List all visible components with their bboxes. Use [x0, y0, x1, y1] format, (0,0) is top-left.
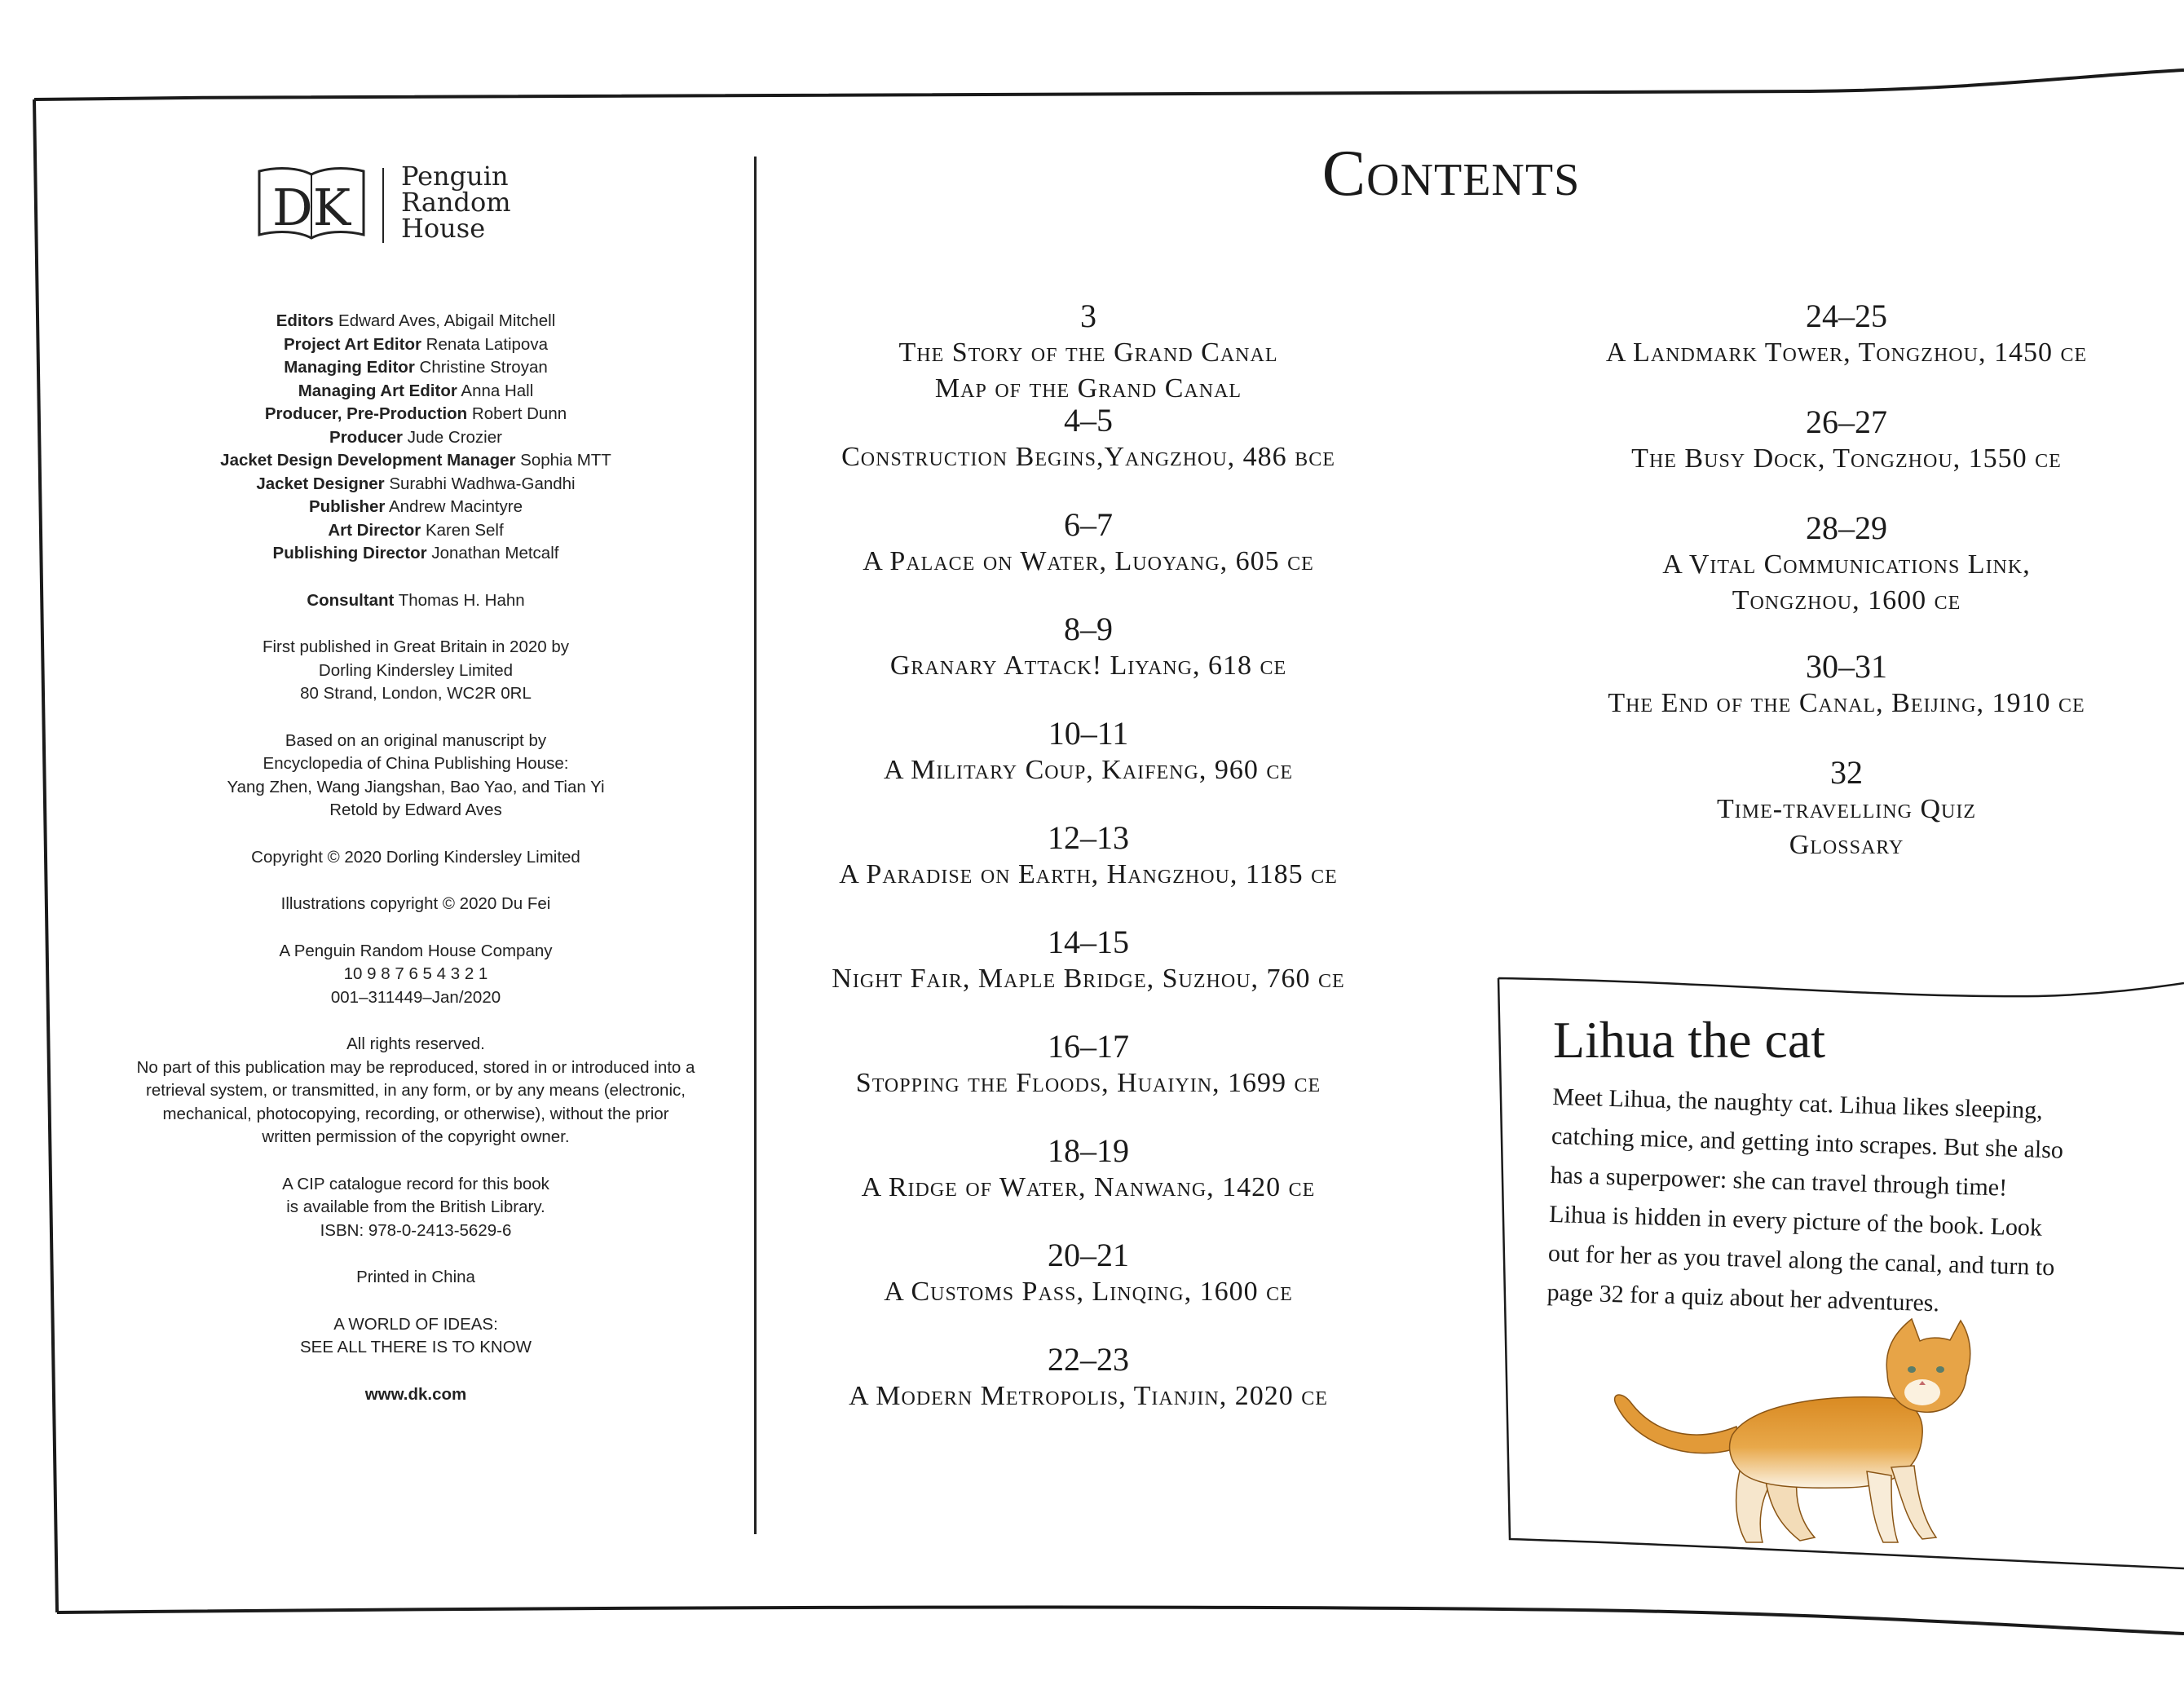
toc-title: A Ridge of Water, Nanwang, 1420 ce [861, 1172, 1316, 1202]
toc-title: Construction Begins,Yangzhou, 486 bce [841, 442, 1335, 472]
toc-pages: 20–21 [1048, 1237, 1129, 1273]
toc-entry[interactable] [762, 402, 1414, 506]
toc-pages: 3 [1080, 298, 1096, 334]
copyright-line: Copyright © 2020 Dorling Kindersley Limited [251, 847, 580, 867]
toc-pages: 6–7 [1064, 506, 1113, 543]
toc-title: A Landmark Tower, Tongzhou, 1450 ce [1605, 337, 2088, 368]
lihua-line: page 32 for a quiz about her adventures. [1546, 1278, 1940, 1317]
toc-title: A Paradise on Earth, Hangzhou, 1185 ce [839, 859, 1338, 889]
toc-entry[interactable] [762, 298, 1414, 402]
lihua-line: catching mice, and getting into scrapes. But she also [1551, 1122, 2064, 1164]
toc-pages: 16–17 [1048, 1028, 1129, 1065]
toc-title: Glossary [1789, 830, 1904, 860]
credit-line: Art Director Karen Self [328, 520, 504, 540]
publisher-line: Penguin [401, 161, 509, 192]
toc-pages: 10–11 [1048, 715, 1129, 752]
toc-pages: 4–5 [1064, 402, 1113, 439]
consultant-line: Consultant Thomas H. Hahn [307, 590, 525, 610]
publisher-logo [254, 163, 532, 253]
toc-entry[interactable] [1508, 298, 2184, 404]
svg-text:DK: DK [271, 178, 351, 237]
credit-line: Producer Jude Crozier [329, 427, 502, 447]
toc-title: A Modern Metropolis, Tianjin, 2020 ce [849, 1381, 1328, 1411]
toc-entry[interactable] [762, 1237, 1414, 1341]
contents-heading: Contents [1321, 138, 1581, 210]
toc-title: Stopping the Floods, Huaiyin, 1699 ce [855, 1068, 1321, 1098]
toc-column-left [762, 298, 1414, 1445]
toc-entry[interactable] [762, 715, 1414, 819]
lihua-description [1546, 1078, 2156, 1330]
publisher-line: House [401, 213, 486, 244]
logo-separator [382, 168, 384, 243]
toc-entry[interactable] [762, 924, 1414, 1028]
toc-title: A Military Coup, Kaifeng, 960 ce [883, 755, 1294, 785]
based-on: Based on an original manuscript by Encyclopedia of China Publishing House: Yang Zhen, Wang Jiangshan, Bao Yao, and Tian Yi Retold by Edward Aves [227, 730, 605, 819]
credit-line: Producer, Pre-Production Robert Dunn [264, 404, 567, 423]
credit-line: Jacket Designer Surabhi Wadhwa-Gandhi [256, 474, 576, 493]
toc-entry[interactable] [762, 819, 1414, 924]
lihua-line: Meet Lihua, the naughty cat. Lihua likes sleeping, [1551, 1083, 2044, 1124]
toc-entry[interactable] [762, 611, 1414, 715]
company-info: A Penguin Random House Company 10 9 8 7 6 5 4 3 2 1 001–311449–Jan/2020 [279, 941, 553, 1007]
dk-book-icon [254, 163, 368, 243]
cat-illustration [1598, 1312, 2005, 1557]
cip-notice: A CIP catalogue record for this book is available from the British Library. ISBN: 978-0-2413-5629-6 [282, 1174, 549, 1240]
toc-entry[interactable] [762, 506, 1414, 611]
toc-entry[interactable] [1508, 404, 2184, 509]
toc-title: The Story of the Grand Canal [898, 337, 1278, 368]
credit-line: Publishing Director Jonathan Metcalf [272, 544, 559, 562]
first-published: First published in Great Britain in 2020 by Dorling Kindersley Limited 80 Strand, London, WC2R 0RL [262, 637, 570, 703]
toc-pages: 26–27 [1806, 404, 1887, 440]
lihua-line: out for her as you travel along the canal, and turn to [1547, 1239, 2055, 1281]
website-link[interactable]: www.dk.com [364, 1384, 467, 1404]
toc-pages: 22–23 [1048, 1341, 1129, 1378]
toc-entry[interactable] [762, 1028, 1414, 1132]
toc-pages: 24–25 [1806, 298, 1887, 334]
credit-line: Editors Edward Aves, Abigail Mitchell [276, 311, 556, 330]
publisher-line: Random [401, 187, 511, 218]
credit-line: Managing Editor Christine Stroyan [284, 358, 548, 377]
toc-title: A Palace on Water, Luoyang, 605 ce [863, 546, 1314, 576]
toc-pages: 18–19 [1048, 1132, 1129, 1169]
credit-line: Managing Art Editor Anna Hall [298, 381, 534, 400]
toc-entry[interactable] [1508, 509, 2184, 648]
illustrations-copyright: Illustrations copyright © 2020 Du Fei [280, 894, 551, 913]
imprint-column [90, 310, 742, 1406]
toc-title: A Customs Pass, Linqing, 1600 ce [884, 1277, 1293, 1307]
credit-line: Project Art Editor Renata Latipova [284, 334, 548, 354]
toc-entry[interactable] [762, 1132, 1414, 1237]
credit-line: Jacket Design Development Manager Sophia MTT [220, 451, 611, 470]
credits-list [90, 310, 742, 566]
credit-line: Publisher Andrew Macintyre [308, 497, 523, 516]
column-divider [754, 157, 757, 1534]
toc-column-right [1508, 298, 2184, 860]
toc-title: Night Fair, Maple Bridge, Suzhou, 760 ce [832, 964, 1345, 994]
toc-entry[interactable] [762, 1341, 1414, 1445]
publisher-name [401, 161, 511, 244]
toc-pages: 30–31 [1806, 648, 1887, 685]
lihua-line: has a superpower: she can travel through time! [1550, 1161, 2008, 1202]
toc-title: A Vital Communications Link, [1662, 549, 2031, 580]
toc-pages: 14–15 [1048, 924, 1129, 960]
toc-entry[interactable] [1508, 648, 2184, 754]
toc-title: Time-travelling Quiz [1717, 794, 1976, 824]
toc-title: The End of the Canal, Beijing, 1910 ce [1608, 688, 2085, 718]
lihua-heading: Lihua the cat [1553, 1011, 1826, 1069]
toc-title: Tongzhou, 1600 ce [1732, 585, 1961, 615]
printed-in: Printed in China [356, 1268, 475, 1286]
toc-title: Granary Attack! Liyang, 618 ce [889, 651, 1287, 681]
lihua-line: Lihua is hidden in every picture of the book. Look [1548, 1200, 2043, 1242]
rights-notice: All rights reserved. No part of this publication may be reproduced, stored in or introduced into a retrieval system, or transmitted, in any form, or by any means (electronic, mechanical, photocopying, recording, or otherwise), without the prior written permission of the copyright owner. [136, 1034, 695, 1146]
slogan: A WORLD OF IDEAS: SEE ALL THERE IS TO KNOW [299, 1314, 532, 1356]
toc-pages: 12–13 [1048, 819, 1129, 856]
toc-title: Map of the Grand Canal [934, 373, 1242, 404]
toc-title: The Busy Dock, Tongzhou, 1550 ce [1631, 443, 2062, 474]
toc-pages: 28–29 [1806, 509, 1887, 546]
toc-entry[interactable] [1508, 754, 2184, 860]
toc-pages: 32 [1830, 754, 1863, 791]
toc-pages: 8–9 [1064, 611, 1113, 647]
